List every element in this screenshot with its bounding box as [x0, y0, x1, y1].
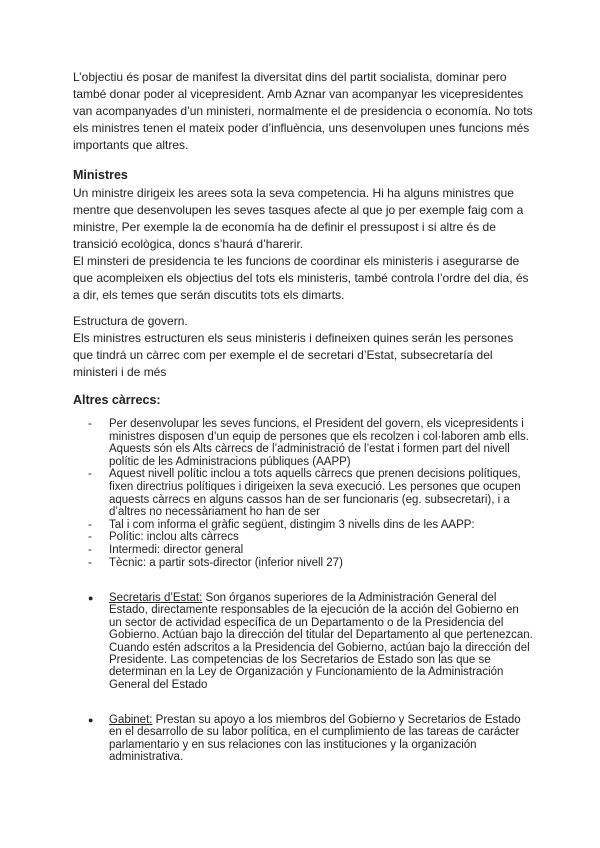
- intro-paragraph: L’objectiu és posar de manifest la diversitat dins del partit socialista, dominar pero també donar poder al vicepresident. Amb Aznar van acompanyar les vicepresidentes van acompanyades d’un ministeri, normalmente el de presidencia o economía. No tots els ministres tenen el mateix poder d’influència, uns desenvolupen unes funcions més importants que altres.: [73, 70, 533, 152]
- ministres-paragraph-1: Un ministre dirigeix les arees sota la seva competencia. Hi ha alguns ministres que mentre que desenvolupen les seves tasques afecte al que jo per exemple faig com a ministre, Per exemple la de economía ha de definir el pressupost i si altre és de transició ecològica, doncs s’haurá d’harerir.: [73, 186, 524, 251]
- secretaris-bullet: [88, 592, 533, 691]
- gabinet-term: Gabinet:: [109, 714, 153, 726]
- gabinet-text: Prestan su apoyo a los miembros del Gobierno y Secretarios de Estado en el desarrollo de su labor política, en el cumplimiento de las tareas de carácter parlamentario y en sus relaciones con las instituciones y la organización administrativa.: [109, 714, 521, 764]
- estructura-paragraph: Els ministres estructuren els seus ministeris i defineixen quines serán les persones que tindrá un càrrec com per exemple el de secretari d’Estat, subsecretaría del ministeri i de més: [73, 331, 514, 379]
- list-item: - Per desenvolupar les seves funcions, el President del govern, els vicepresidents i ministres disposen d’un equip de persones que els recolzen i col·laboren amb ells. Aquests són els Alts càrrecs de l’administració de l’estat i formen part del nivell polític de les Administracions públiques (AAPP): [88, 418, 533, 468]
- gabinet-bullet: [88, 714, 533, 764]
- secretaris-text: Son órganos superiores de la Administración General del Estado, directamente responsables de la ejecución de la acción del Gobierno en un sector de actividad específica de un Departamento o de la Presidencia del Gobierno. Actúan bajo la dirección del titular del Departamento al que pertenezcan. Cuando estén adscritos a la Presidencia del Gobierno, actúan bajo la dirección del Presidente. Las competencias de los Secretarios de Estado son las que se determinan en la Ley de Organización y Funcionamiento de la Administración General del Estado: [109, 592, 533, 691]
- ministres-paragraph-2: El minsteri de presidencia te les funcions de coordinar els ministeris i asegurarse de que acompleixen els objectius del tots els ministeris, també controla l’ordre del dia, és a dir, els temes que serán discutits tots els dimarts.: [73, 254, 529, 302]
- secretaris-term: Secretaris d’Estat:: [109, 592, 203, 604]
- altres-list: [88, 418, 533, 569]
- list-item: - Tal i com informa el gràfic següent, distingim 3 nivells dins de les AAPP:: [88, 519, 533, 532]
- list-item: - Aquest nivell polític inclou a tots aquells càrrecs que prenen decisions polítiques, fixen directrius polítiques i dirigeixen la seva execució. Les persones que ocupen aquests càrrecs en alguns cassos han de ser funcionaris (eg. subsecretari), i a d’altres no necessàriament ho han de ser: [88, 468, 533, 518]
- list-item: - Tècnic: a partir sots-director (inferior nivell 27): [88, 557, 533, 570]
- list-item: - Polític: inclou alts càrrecs: [88, 531, 533, 544]
- list-item: - Intermedi: director general: [88, 544, 533, 557]
- estructura-title: Estructura de govern.: [73, 314, 188, 328]
- list-item: [88, 714, 533, 764]
- altres-heading: Altres càrrecs:: [73, 393, 161, 407]
- ministres-heading: Ministres: [73, 168, 128, 182]
- list-item: [88, 592, 533, 691]
